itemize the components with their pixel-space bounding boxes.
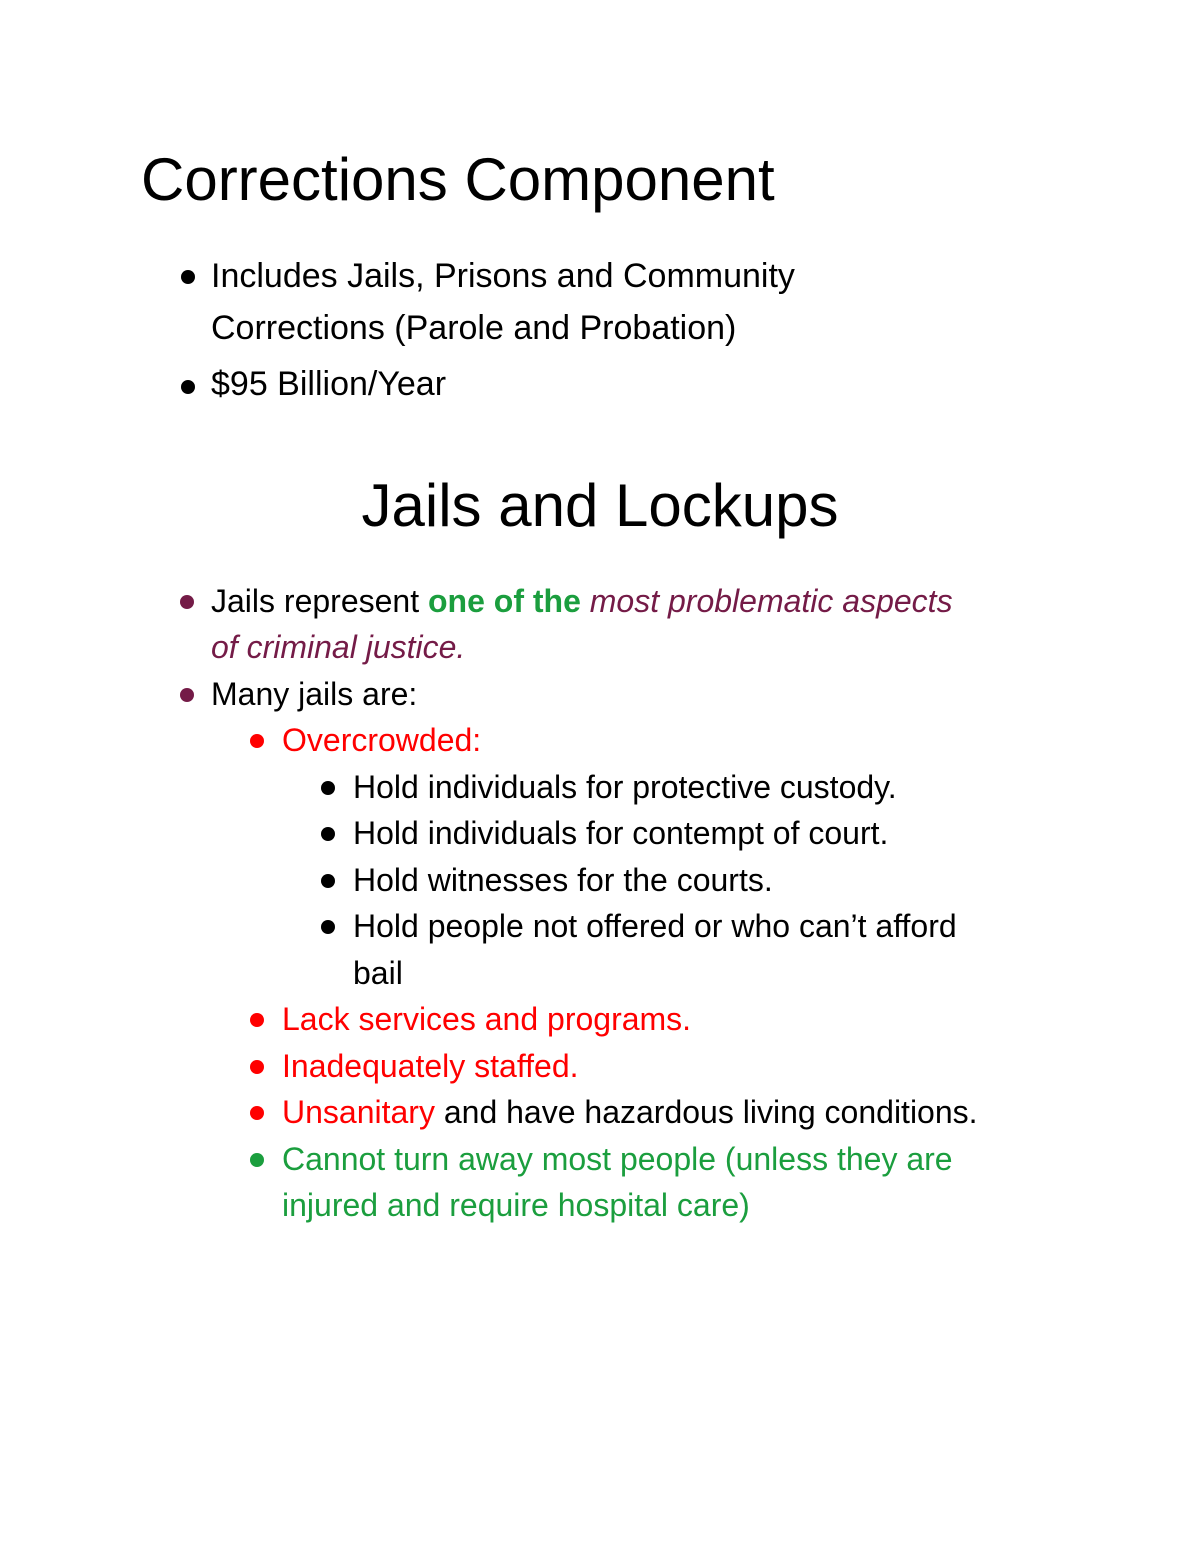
bullet-dot [321,827,335,841]
many-jails-label: Many jails are: [211,676,418,712]
bullet-dot [250,1060,264,1074]
sub-item-bail-line1: Hold people not offered or who can’t afford [353,908,957,944]
jails-intro-line2: of criminal justice. [211,629,466,665]
bullet-includes-line2: Corrections (Parole and Probation) [211,309,737,347]
unsanitary-rest: and have hazardous living conditions. [434,1094,978,1130]
jails-intro-italic: most problematic aspects [589,583,953,619]
bullet-dot [181,270,195,284]
sub-item-witnesses: Hold witnesses for the courts. [353,862,773,898]
section-title-corrections: Corrections Component [141,146,775,213]
sub-item-contempt: Hold individuals for contempt of court. [353,815,889,851]
bullet-dot [250,1106,264,1120]
unsanitary-line [282,1089,978,1135]
bullet-includes-line1: Includes Jails, Prisons and Community [211,257,795,295]
jails-intro-prefix: Jails represent [211,583,428,619]
inadequately-staffed: Inadequately staffed. [282,1048,579,1084]
cannot-turn-away-line2: injured and require hospital care) [282,1187,750,1223]
bullet-dot [321,874,335,888]
bullet-dot [321,920,335,934]
unsanitary-label: Unsanitary [282,1094,435,1130]
bullet-dot [181,380,195,394]
sub-item-bail-line2: bail [353,955,403,991]
section-title-jails: Jails and Lockups [361,472,839,539]
bullet-dot [250,734,264,748]
lack-services: Lack services and programs. [282,1001,692,1037]
cannot-turn-away-line1: Cannot turn away most people (unless they are [282,1141,953,1177]
bullet-dot [250,1153,264,1167]
bullet-dot [180,688,194,702]
sub-item-protective: Hold individuals for protective custody. [353,769,897,805]
bullet-dot [321,781,335,795]
jails-intro-emphasis: one of the [427,583,581,619]
bullet-dot [180,595,194,609]
bullet-cost: $95 Billion/Year [211,365,447,403]
jails-intro-line1 [211,578,953,624]
bullet-dot [250,1013,264,1027]
overcrowded-label: Overcrowded: [282,722,482,758]
